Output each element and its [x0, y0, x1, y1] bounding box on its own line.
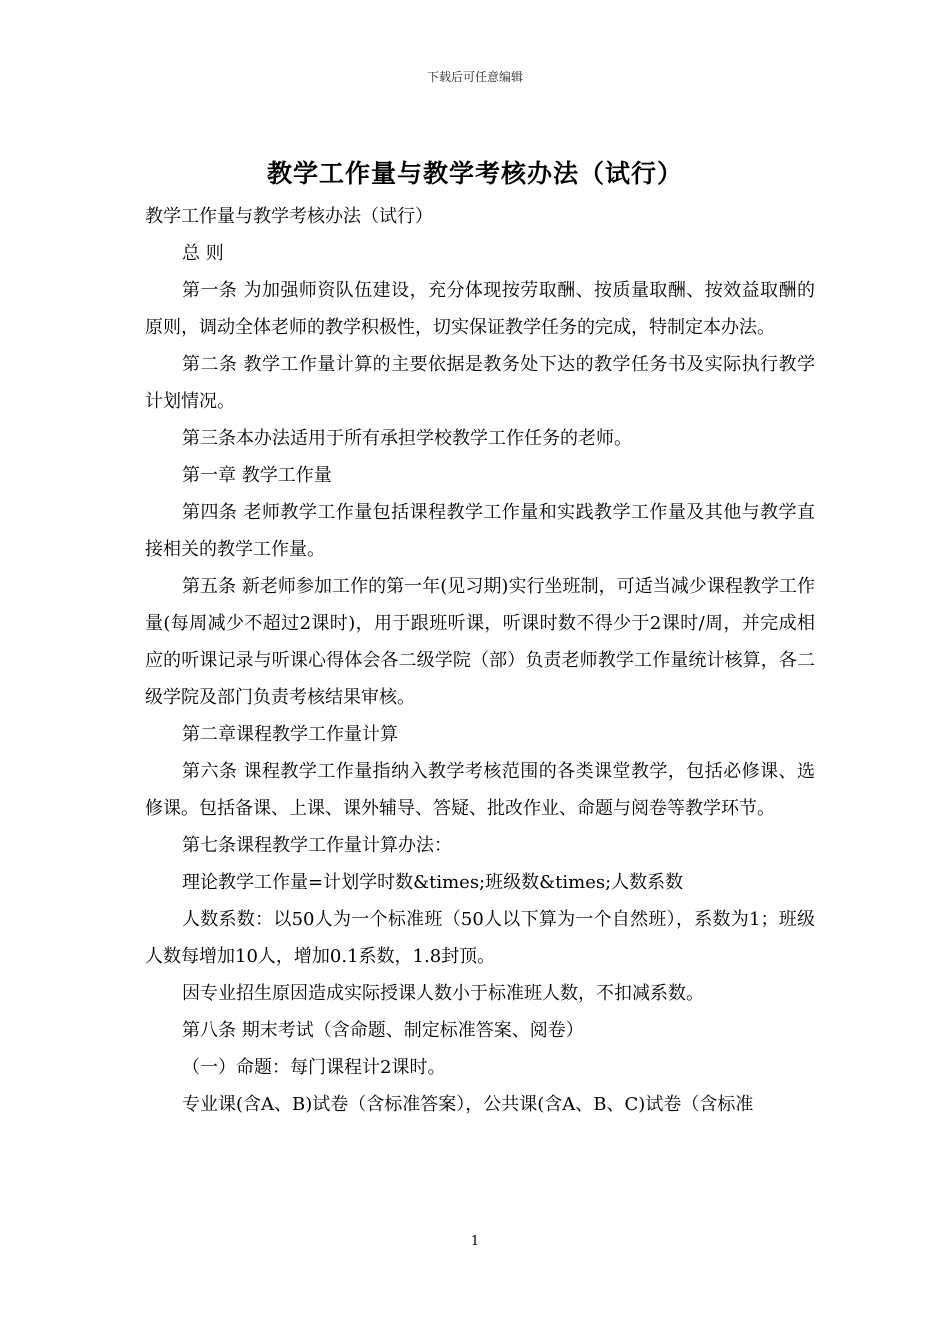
paragraph-article-3: 第三条本办法适用于所有承担学校教学工作任务的老师。: [182, 428, 632, 449]
paragraph-no-deduction: 因专业招生原因造成实际授课人数小于标准班人数，不扣减系数。: [182, 983, 704, 1004]
paragraph-article-1: 第一条 为加强师资队伍建设，充分体现按劳取酬、按质量取酬、按效益取酬的原则，调动全体老师的教学积极性，切实保证教学任务的完成，特制定本办法。: [145, 280, 815, 338]
document-body: [145, 198, 815, 1123]
paragraph-chapter-1: 第一章 教学工作量: [182, 465, 332, 486]
paragraph-general-heading: 总 则: [182, 243, 224, 264]
page-header: 下载后可任意编辑: [426, 70, 523, 84]
paragraph-article-8: 第八条 期末考试（含命题、制定标准答案、阅卷）: [182, 1020, 584, 1041]
paragraph-article-2: 第二条 教学工作量计算的主要依据是教务处下达的教学任务书及实际执行教学计划情况。: [145, 354, 815, 412]
page-number: 1: [470, 1234, 480, 1249]
document-title: 教学工作量与教学考核办法（试行）: [266, 159, 683, 188]
paragraph-article-7: 第七条课程教学工作量计算办法：: [182, 835, 452, 856]
paragraph-exam-papers: 专业课(含A、B)试卷（含标准答案），公共课(含A、B、C)试卷（含标准: [182, 1094, 754, 1115]
paragraph-article-6: 第六条 课程教学工作量指纳入教学考核范围的各类课堂教学，包括必修课、选修课。包括备课、上课、课外辅导、答疑、批改作业、命题与阅卷等教学环节。: [145, 761, 815, 819]
paragraph-item-1: （一）命题：每门课程计2课时。: [182, 1057, 446, 1078]
paragraph-subtitle: 教学工作量与教学考核办法（试行）: [145, 206, 433, 227]
paragraph-article-5: 第五条 新老师参加工作的第一年(见习期)实行坐班制，可适当减少课程教学工作量(每周减少不超过2课时)，用于跟班听课，听课时数不得少于2课时/周，并完成相应的听课记录与听课心得体会各二级学院（部）负责老师教学工作量统计核算，各二级学院及部门负责考核结果审核。: [145, 576, 815, 708]
paragraph-chapter-2: 第二章课程教学工作量计算: [182, 724, 398, 745]
paragraph-formula: 理论教学工作量=计划学时数&times;班级数&times;人数系数: [182, 872, 684, 893]
paragraph-article-4: 第四条 老师教学工作量包括课程教学工作量和实践教学工作量及其他与教学直接相关的教学工作量。: [145, 502, 815, 560]
paragraph-coefficient: 人数系数：以50人为一个标准班（50人以下算为一个自然班），系数为1；班级人数每增加10人，增加0.1系数，1.8封顶。: [145, 909, 815, 967]
